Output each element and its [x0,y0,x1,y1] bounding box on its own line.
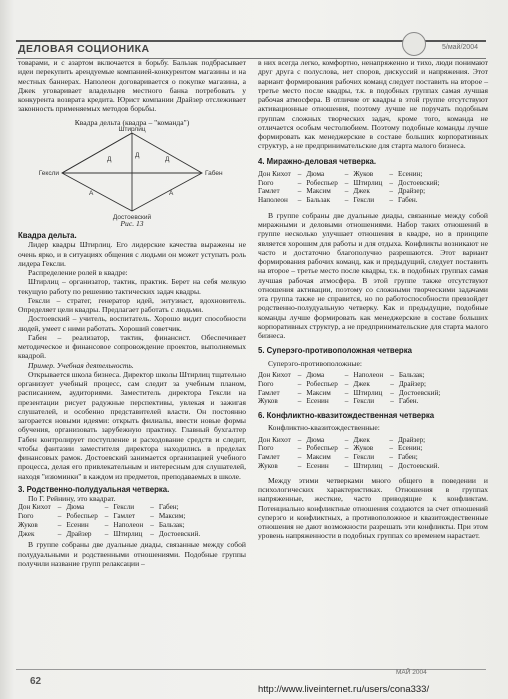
paragraph: Распределение ролей в квадре: [28,268,128,277]
paragraph: Открывается школа бизнеса. Директор школы Штирлиц тщательно организует учебный процесс, сам следит за учебным планом, расписанием, аудиториями. Заместитель директора Гексли на презентации рисует радужные перспективы, увлекая и зажигая слушателей, и особенно представителей власти. Он постоянно загорается новыми идеями: открыть филиалы, ввести новые формы обучения, организовать зарубежную практику. Главный бухгалтер Габен контролирует поступление и расходование средств и следит, чтобы фантазии заместителя директора находились в пределах финансовых рамок. Достоевский занимается организацией учебного процесса, делая его привлекательным и интересным для слушателей, находя "изюминки" в каждом из предметов, преподаваемых в школе. [18,369,246,481]
table-row: Жуков – Есенин – Наполеон – Бальзак; [18,520,185,529]
pairs-table [258,371,442,406]
footer-issue: МАЙ 2004 [396,669,427,676]
pairs-table [258,170,442,205]
section-title: ДЕЛОВАЯ СОЦИОНИКА [18,43,150,55]
paragraph: в них всегда легко, комфортно, ненапряженно и тихо, люди понимают друг друга с полуслова, нет споров, дискуссий и напряжения. Этот вариант формирования рабочих команд следует поставить на второе – третье место после квадры, т.к. в подобных группах самая лучшая рабочая атмосфера. В отличие от квадры в этой группе отсутствуют активационные отношения, поэтому лучше не поручать подобным группам сложных творческих задач, кроме того, команда не отличается особым честолюбием. Поэтому подобные команды лучше формировать как менеджерские в составе больших корпоративных структур, а не предпринимательские для старта малого бизнеса. [258,58,488,151]
table-row: Жуков – Есенин – Гексли – Габен. [258,397,419,406]
diagram-mark: А [89,189,94,197]
table-row: Гюго – Робеспьер – Гамлет – Максим; [18,512,186,521]
table-row: Дон Кихот – Дюма – Гексли – Габен; [18,503,179,512]
paragraph: товарами, и с азартом включается в борьбу. Бальзак подбрасывает идеи перекупить арендуемые компанией-конкурентом магазины и на местных баннерах. Наполеон договаривается о покупке магазина, а Джек уговаривает владельцев местного банка потребовать у конкурента возврата кредита. Юрист компании Драйзер отслеживает законность применяемых методов борьбы. [18,58,246,114]
clock-icon [402,32,426,56]
paragraph: Габен – реализатор, тактик, финансист. Обеспечивает методическое и финансовое сопровождение проектов, выполняемых квадрой. [18,332,246,361]
diagram-mark: Д [135,151,140,159]
table-row: Дон Кихот – Дюма – Наполеон – Бальзак; [258,370,425,379]
diagram-right-label: Габен [205,169,223,177]
diagram-bottom-label: Достоевский [112,213,152,221]
section-heading: Квадра дельта. [18,231,77,240]
table-row: Наполеон – Бальзак – Гексли – Габен. [258,196,418,205]
paragraph: В группе собраны две дуальные диады, связанные между собой полудуальными и родственными отношениями. Подобные группы получили название групп релаксации – [18,540,246,568]
table-row: Дон Кихот – Дюма – Джек – Драйзер; [258,435,426,444]
left-column [18,58,246,568]
table-row: Жуков – Есенин – Штирлиц – Достоевский. [258,462,440,471]
table-row: Гамлет – Максим – Гексли – Габен; [258,453,418,462]
paragraph: Штирлиц – организатор, тактик, практик. Берет на себя мелкую текущую работу по решению тактических задач квадры. [18,277,246,296]
diagram-mark: Д [107,155,112,163]
section-heading: 5. Суперэго-противоположная четверка [258,346,412,356]
diagram-mark: Д [165,155,170,163]
diagram-top-label: Штирлиц [118,125,146,133]
subheading: Конфликтно-квазитождественные: [268,423,380,433]
paragraph: В группе собраны две дуальные диады, связанные между собой миражными и деловыми отношениями. Набор таких отношений в группе несколько улучшает отношения в квадре, но в принципе является хорошим для работы и для отдыха. Конфликты возникают не часто и достаточно благополучно разрешаются. Этот вариант формирования рабочих команд, как и предыдущий, следует поставить на второе – третье место после квадры, т.к. в подобных группах самая лучшая рабочая атмосфера. В этой группе также отсутствуют отношения активации, поэтому со сложными творческими задачами эта группа также не справится, но по работоспособности превзойдет родственно-полудуальную четверку. Как и предыдущие, подобные команды лучше формировать как менеджерские в составе больших корпоративных структур, а не предпринимательские для старта малого бизнеса. [258,210,489,341]
section-heading: 4. Миражно-деловая четверка. [258,156,377,166]
diagram-mark: А [169,189,174,197]
paragraph: Между этими четверками много общего в поведении и психологических характеристиках. Отношения в группах напряженные, жесткие, часто приводящие к конфликтам. Потенциально конфликтные отношения создаются за счет отношений суперэго и конфликтных, а противоположное и квазитождественные отношения не дают возможности разрешать эти конфликты. При этом уровень напряженности в подобных группах со временем нарастает. [258,475,488,541]
header-issue: 5/май/2004 [442,44,478,51]
table-row: Джек – Драйзер – Штирлиц – Достоевский. [18,529,201,538]
table-row: Дон Кихот – Дюма – Жуков – Есенин; [258,169,423,178]
page-header [16,40,486,59]
table-row: Гамлет – Максим – Штирлиц – Достоевский; [258,388,441,397]
table-row: Гюго – Робеспьер – Жуков – Есенин; [258,444,423,453]
subheading: Суперэго-противоположные: [268,358,362,368]
figure-caption: Рис. 13 [120,218,144,228]
paragraph: Лидер квадры Штирлиц. Его лидерские качества выражены не очень ярко, и в ситуациях общения с людьми он может уступать роль лидера Гексли. [18,240,246,268]
quadra-diagram [38,125,223,221]
right-column [258,58,488,541]
page-number: 62 [30,676,42,687]
section-heading: 6. Конфликтно-квазитождественная четверка [258,411,435,421]
paragraph: Гексли – стратег, генератор идей, энтузиаст, вдохновитель. Определяет цели квадры. Предлагает работать с людьми. [18,295,246,314]
watermark-url[interactable]: http://www.liveinternet.ru/users/cona333/ [258,684,430,695]
table-row: Гюго – Робеспьер – Штирлиц – Достоевский; [258,178,440,187]
table-row: Гюго – Робеспьер – Джек – Драйзер; [258,379,426,388]
subheading: По Г. Рейнину, это квадрат. [28,494,116,503]
pairs-table [18,503,202,538]
paragraph: Достоевский – учитель, воспитатель. Хорошо видит способности людей, умеет с ними работать. Хороший советчик. [18,314,246,333]
diagram-title: Квадра дельта (квадра – "команда") [74,117,190,127]
pairs-table [258,436,441,471]
diagram-left-label: Гексли [38,169,59,177]
diagram-edge [62,133,132,173]
example-heading: Пример. Учебная деятельность. [28,360,134,370]
section-heading: 3. Родственно-полудуальная четверка. [18,484,170,494]
table-row: Гамлет – Максим – Джек – Драйзер; [258,187,426,196]
